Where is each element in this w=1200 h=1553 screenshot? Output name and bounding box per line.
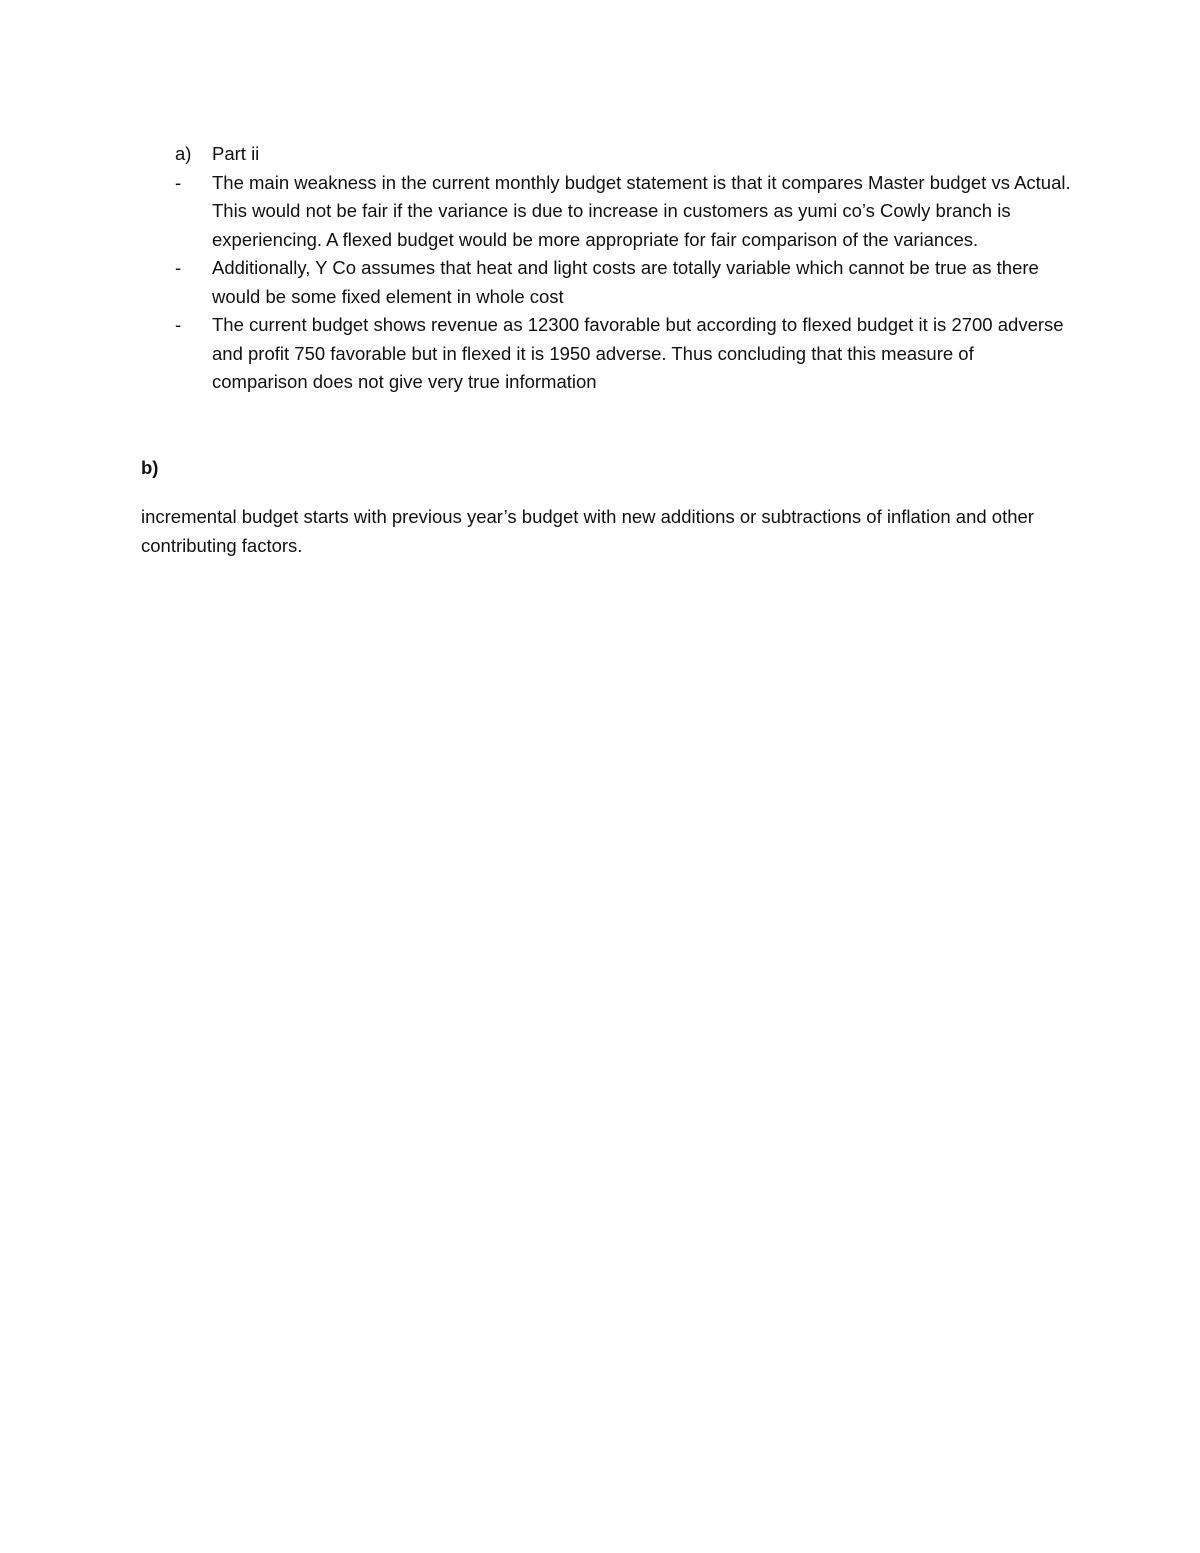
section-b-paragraph: incremental budget starts with previous year’s budget with new additions or subtractions of inflation and other contributing factors. [141,506,1034,556]
section-a-heading-row [141,140,1071,169]
bullet-item [141,169,1071,255]
section-a-heading: Part ii [212,143,260,164]
bullet-item [141,311,1071,397]
bullet-text: The current budget shows revenue as 12300 favorable but according to flexed budget it is 2700 adverse and profit 750 favorable but in flexed it is 1950 adverse. Thus concluding that this measure of comparison does not give very true information [212,314,1064,392]
bullet-item [141,254,1071,311]
document-body [141,140,1071,560]
bullet-dash: - [175,314,182,335]
bullet-text: Additionally, Y Co assumes that heat and light costs are totally variable which cannot be true as there would be some fixed element in whole cost [212,257,1039,307]
bullet-dash: - [175,171,182,193]
section-a-marker: a) [175,143,192,164]
bullet-dash: - [175,257,182,278]
section-b-label: b) [141,456,159,478]
bullet-text: The main weakness in the current monthly budget statement is that it compares Master budget vs Actual. This would not be fair if the variance is due to increase in customers as yumi co’s Cowly branch is experiencing. A flexed budget would be more appropriate for fair comparison of the variances. [212,171,1071,250]
